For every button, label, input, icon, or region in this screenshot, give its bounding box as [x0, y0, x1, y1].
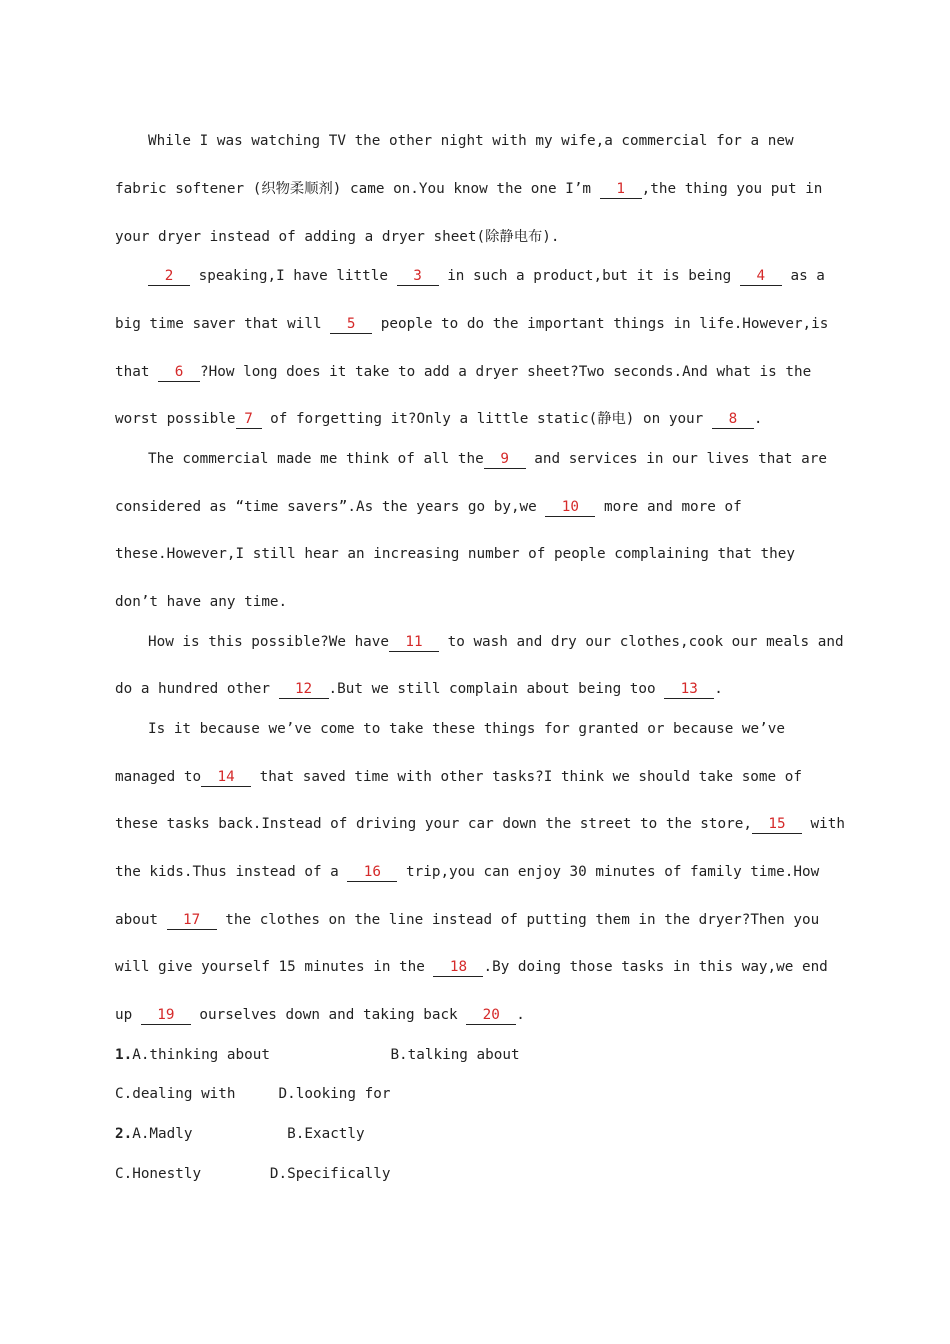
- answer-blank: 12: [279, 681, 329, 699]
- passage-line: [115, 179, 822, 199]
- passage-line: [115, 227, 560, 247]
- text-run: of forgetting it?Only a little static(静电) on your: [261, 411, 712, 427]
- text-run: managed to: [115, 769, 202, 785]
- answer-blank: 19: [141, 1007, 191, 1025]
- text-run: up: [115, 1007, 141, 1023]
- answer-blank: 8: [712, 411, 754, 429]
- text-run: that: [115, 364, 159, 380]
- text-run: and services in our lives that are: [525, 451, 827, 467]
- text-run: people to do the important things in life.However,is: [372, 316, 829, 332]
- question-option-line: [115, 1045, 520, 1065]
- question-number: 1.: [115, 1047, 133, 1063]
- text-run: A.thinking about B.talking about: [132, 1047, 520, 1063]
- answer-blank: 15: [752, 816, 802, 834]
- answer-blank: 3: [397, 268, 439, 286]
- answer-blank: 20: [466, 1007, 516, 1025]
- text-run: C.Honestly D.Specifically: [115, 1166, 391, 1182]
- text-run: the kids.Thus instead of a: [115, 864, 348, 880]
- text-run: more and more of: [595, 499, 742, 515]
- text-run: with: [801, 816, 845, 832]
- question-option-line: [115, 1124, 365, 1144]
- text-run: to wash and dry our clothes,cook our meals and: [439, 634, 844, 650]
- answer-blank: 18: [433, 959, 483, 977]
- text-run: ,the thing you put in: [641, 181, 823, 197]
- passage-line: [115, 957, 828, 977]
- answer-blank: 6: [158, 364, 200, 382]
- passage-line: [148, 632, 844, 652]
- answer-blank: 11: [389, 634, 439, 652]
- passage-line: [115, 409, 762, 429]
- question-option-line: [115, 1164, 390, 1184]
- text-run: trip,you can enjoy 30 minutes of family time.How: [397, 864, 820, 880]
- text-run: While I was watching TV the other night with my wife,a commercial for a new: [148, 133, 794, 149]
- text-run: big time saver that will: [115, 316, 331, 332]
- answer-blank: 4: [740, 268, 782, 286]
- text-run: fabric softener (织物柔顺剂) came on.You know the one I’m: [115, 181, 600, 197]
- text-run: don’t have any time.: [115, 594, 288, 610]
- passage-line: [115, 679, 723, 699]
- passage-line: [115, 1005, 525, 1025]
- answer-blank: 13: [664, 681, 714, 699]
- text-run: do a hundred other: [115, 681, 279, 697]
- passage-line: [115, 592, 287, 612]
- answer-blank: 14: [201, 769, 251, 787]
- text-run: .But we still complain about being too: [328, 681, 665, 697]
- passage-line: [115, 362, 811, 382]
- text-run: the clothes on the line instead of putting them in the dryer?Then you: [216, 912, 820, 928]
- passage-line: [148, 719, 785, 739]
- passage-line: [148, 449, 827, 469]
- text-run: that saved time with other tasks?I think we should take some of: [251, 769, 802, 785]
- question-option-line: [115, 1084, 390, 1104]
- passage-line: [115, 314, 828, 334]
- text-run: A.Madly B.Exactly: [132, 1126, 365, 1142]
- passage-line: [115, 814, 845, 834]
- text-run: as a: [781, 268, 825, 284]
- answer-blank: 17: [167, 912, 217, 930]
- text-run: Is it because we’ve come to take these things for granted or because we’ve: [148, 721, 785, 737]
- text-run: your dryer instead of adding a dryer sheet(除静电布).: [115, 229, 560, 245]
- text-run: will give yourself 15 minutes in the: [115, 959, 434, 975]
- passage-line: [115, 767, 802, 787]
- text-run: these.However,I still hear an increasing number of people complaining that they: [115, 546, 795, 562]
- passage-line: [115, 910, 819, 930]
- text-run: in such a product,but it is being: [438, 268, 740, 284]
- text-run: considered as “time savers”.As the years go by,we: [115, 499, 546, 515]
- answer-blank: 2: [148, 268, 190, 286]
- text-run: .: [753, 411, 763, 427]
- text-run: .: [516, 1007, 525, 1023]
- answer-blank: 9: [484, 451, 526, 469]
- passage-line: [115, 862, 819, 882]
- passage-line: [115, 497, 742, 517]
- passage-line: [115, 544, 795, 564]
- answer-blank: 16: [347, 864, 397, 882]
- question-number: 2.: [115, 1126, 133, 1142]
- answer-blank: 5: [330, 316, 372, 334]
- text-run: The commercial made me think of all the: [148, 451, 484, 467]
- text-run: worst possible: [115, 411, 236, 427]
- text-run: .By doing those tasks in this way,we end: [483, 959, 828, 975]
- text-run: C.dealing with D.looking for: [115, 1086, 391, 1102]
- text-run: ?How long does it take to add a dryer sheet?Two seconds.And what is the: [200, 364, 812, 380]
- text-run: speaking,I have little: [190, 268, 397, 284]
- passage-line: [148, 131, 794, 151]
- passage-line: [148, 266, 825, 286]
- answer-blank: 7: [236, 411, 262, 429]
- text-run: .: [714, 681, 723, 697]
- text-run: How is this possible?We have: [148, 634, 390, 650]
- text-run: these tasks back.Instead of driving your car down the street to the store,: [115, 816, 752, 832]
- answer-blank: 10: [545, 499, 595, 517]
- answer-blank: 1: [600, 181, 642, 199]
- text-run: ourselves down and taking back: [190, 1007, 467, 1023]
- text-run: about: [115, 912, 167, 928]
